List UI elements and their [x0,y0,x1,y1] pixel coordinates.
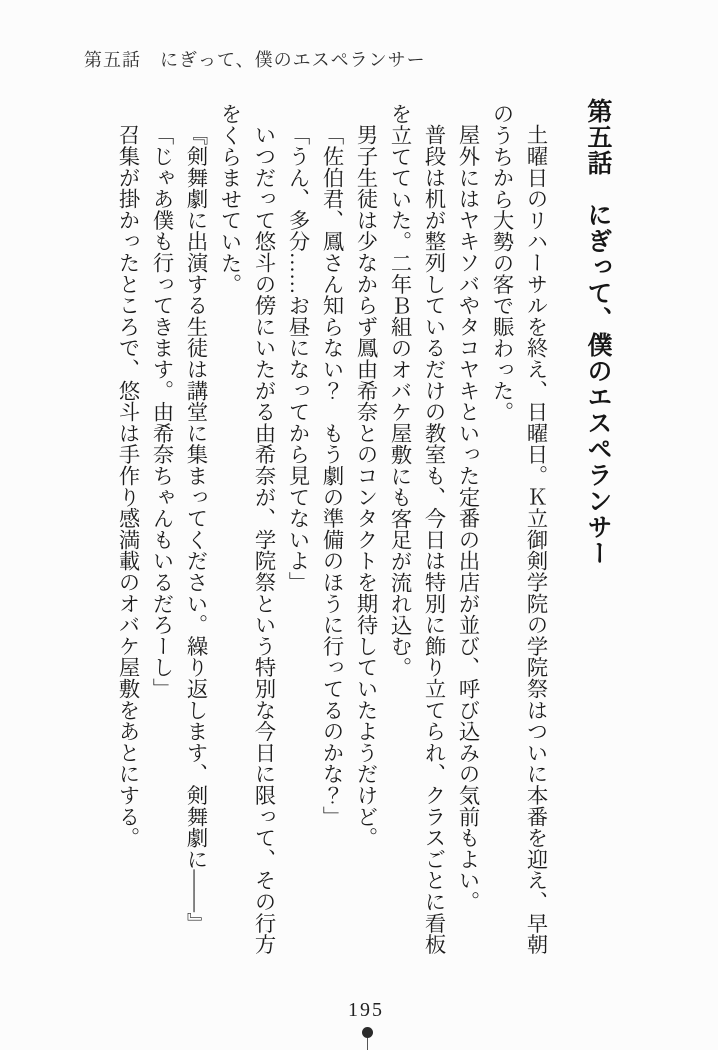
chapter-title: 第五話 にぎって、僕のエスペランサー [584,98,611,566]
body-text [111,98,553,956]
page-body [111,98,615,978]
paragraph: 「うん、多分……お昼になってから見てないよ」 [286,124,310,593]
paragraph: 召集が掛かったところで、悠斗は手作り感満載のオバケ屋敷をあとにする。 [116,124,140,849]
paragraph: 男子生徒は少なからず鳳由希奈とのコンタクトを期待していたようだけど。 [354,124,378,849]
ornament-stem [367,1038,368,1050]
paragraph: いつだって悠斗の傍にいたがる由希奈が、学院祭という特別な今日に限って、その行方をくらませていた。 [218,103,276,955]
paragraph: 普段は机が整列しているだけの教室も、今日は特別に飾り立てられ、クラスごとに看板を立てていた。二年Ｂ組のオバケ屋敷にも客足が流れ込む。 [388,103,446,955]
page-number: 195 [348,999,384,1021]
bullet-ornament-icon [361,1027,373,1050]
paragraph: 「じゃあ僕も行ってきます。由希奈ちゃんもいるだろーし」 [150,124,174,700]
paragraph: 土曜日のリハーサルを終え、日曜日。Ｋ立御剣学院の学院祭はついに本番を迎え、早朝のうちから大勢の客で賑わった。 [490,103,548,955]
paragraph: 『剣舞劇に出演する生徒は講堂に集まってください。繰り返します、剣舞劇に――』 [184,124,208,934]
running-header: 第五話 にぎって、僕のエスペランサー [84,50,426,70]
paragraph: 「佐伯君、鳳さん知らない？ もう劇の準備のほうに行ってるのかな？」 [320,124,344,828]
ornament-dot [362,1027,373,1038]
paragraph: 屋外にはヤキソバやタコヤキといった定番の出店が並び、呼び込みの気前もよい。 [456,124,480,913]
